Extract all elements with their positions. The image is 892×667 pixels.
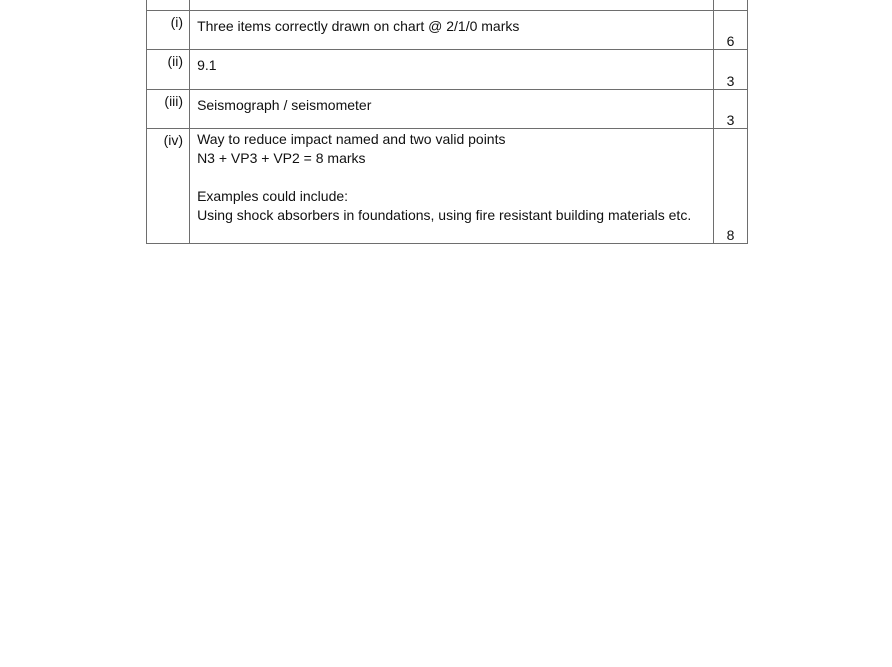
answer-line: Seismograph / seismometer xyxy=(197,97,372,113)
mark-scheme-table xyxy=(146,0,748,244)
marks-cell xyxy=(713,90,747,129)
marks-value: 3 xyxy=(726,73,735,89)
part-label: (i) xyxy=(147,11,190,50)
answer-line: Using shock absorbers in foundations, using fire resistant building materials etc. xyxy=(197,207,692,223)
table-row-clipped xyxy=(147,0,748,11)
table-row xyxy=(147,50,748,90)
table-row xyxy=(147,90,748,129)
answer-cell xyxy=(190,90,714,129)
answer-cell xyxy=(190,50,714,90)
answer-line: Way to reduce impact named and two valid points xyxy=(197,131,506,147)
answer-line: Examples could include: xyxy=(197,188,349,204)
answer-cell xyxy=(190,11,714,50)
answer-cell xyxy=(190,0,714,11)
marks-cell xyxy=(713,129,747,244)
marks-cell xyxy=(713,11,747,50)
part-cell xyxy=(147,0,190,11)
answer-cell xyxy=(190,129,714,244)
marks-cell xyxy=(713,0,747,11)
answer-line: 9.1 xyxy=(197,57,217,73)
answer-line: Three items correctly drawn on chart @ 2/1/0 marks xyxy=(197,18,520,34)
marks-value: 6 xyxy=(726,33,735,49)
marks-cell xyxy=(713,50,747,90)
marks-value: 8 xyxy=(726,227,735,243)
answer-spacer xyxy=(197,168,707,187)
part-label: (ii) xyxy=(147,50,190,90)
table-row xyxy=(147,129,748,244)
answer-line: N3 + VP3 + VP2 = 8 marks xyxy=(197,150,366,166)
part-label: (iv) xyxy=(147,129,190,244)
part-label: (iii) xyxy=(147,90,190,129)
marks-value: 3 xyxy=(726,112,735,128)
table-row xyxy=(147,11,748,50)
